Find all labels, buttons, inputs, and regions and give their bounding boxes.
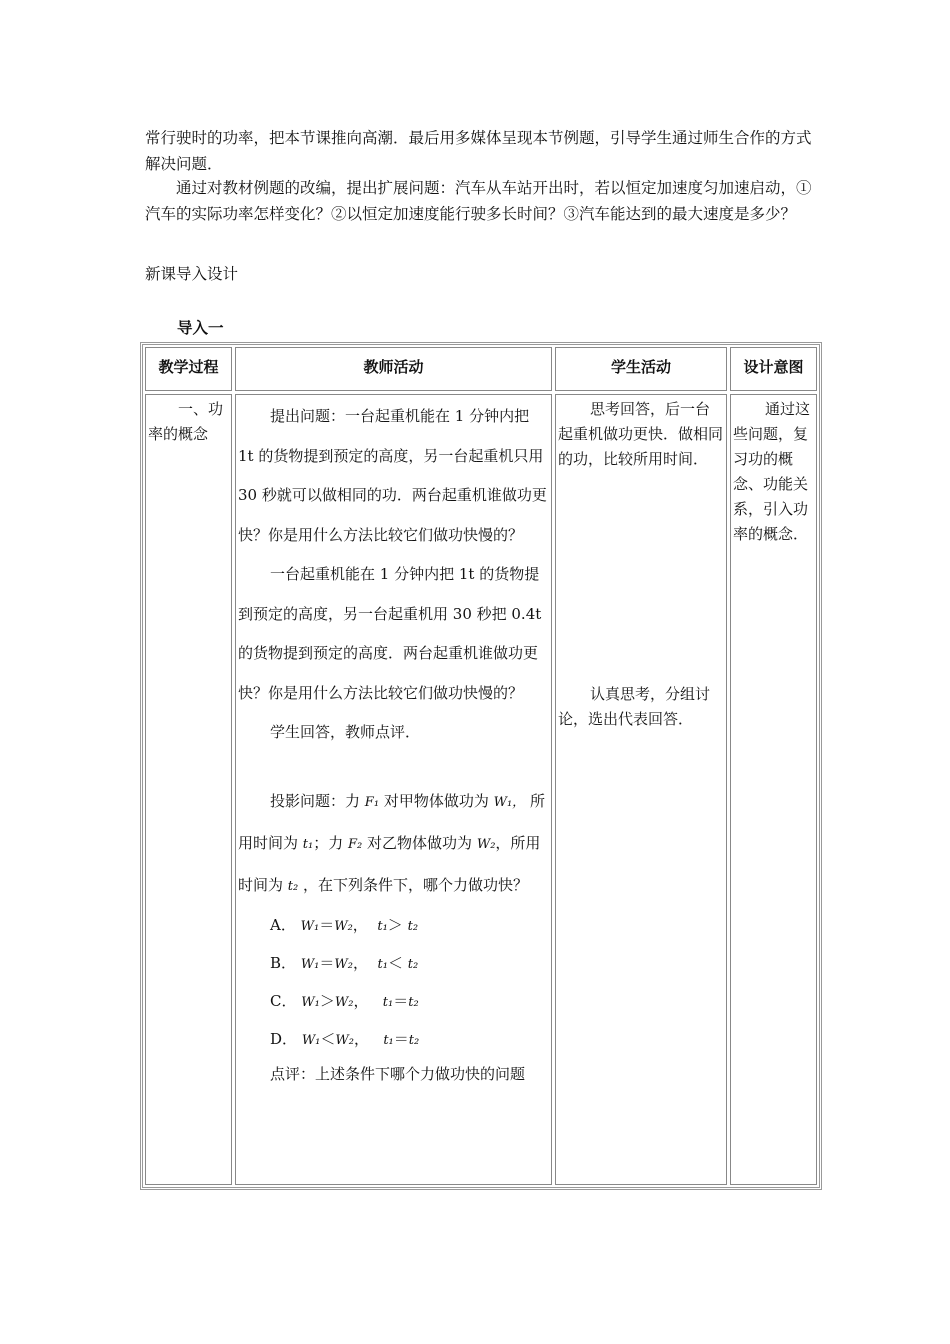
teacher-projection-question: 投影问题：力 F₁ 对甲物体做功为 W₁， 所用时间为 t₁；力 F₂ 对乙物体做功为 W₂，所用时间为 t₂ ，在下列条件下，哪个力做功快？ [238, 791, 545, 894]
section-heading: 新课导入设计 [145, 265, 239, 283]
header-teacher: 教师活动 [235, 347, 552, 391]
process-cell: 一、功率的概念 [145, 394, 232, 1185]
design-intent: 通过这些问题，复习功的概念、功能关系，引入功率的概念． [733, 400, 811, 543]
lesson-table [140, 342, 822, 1190]
subsection-heading: 导入一 [177, 319, 224, 337]
student-cell [555, 394, 727, 1185]
teacher-answer-note: 学生回答，教师点评． [270, 723, 421, 741]
option-b: B． W₁＝W₂， t₁＜ t₂ [270, 953, 419, 972]
teacher-cell [235, 394, 552, 1185]
option-a: A． W₁＝W₂， t₁＞ t₂ [270, 915, 419, 934]
teacher-question-1: 提出问题：一台起重机能在 1 分钟内把 1t 的货物提到预定的高度，另一台起重机只用 30 秒就可以做相同的功．两台起重机谁做功更快？你是用什么方法比较它们做功快慢的？ [238, 407, 547, 544]
student-response-1: 思考回答，后一台起重机做功更快．做相同的功，比较所用时间． [558, 400, 724, 468]
option-d: D． W₁＜W₂， t₁＝t₂ [270, 1029, 420, 1048]
design-cell [730, 394, 817, 1185]
teacher-question-2: 一台起重机能在 1 分钟内把 1t 的货物提到预定的高度，另一台起重机用 30 秒把 0.4t 的货物提到预定的高度．两台起重机谁做功更快？你是用什么方法比较它们做功快慢的？ [238, 565, 542, 702]
teacher-comment: 点评：上述条件下哪个力做功快的问题 [270, 1064, 526, 1083]
intro-paragraph-extension: 通过对教材例题的改编，提出扩展问题：汽车从车站开出时，若以恒定加速度匀加速启动，①汽车的实际功率怎样变化？②以恒定加速度能行驶多长时间？③汽车能达到的最大速度是多少？ [145, 179, 812, 223]
header-process: 教学过程 [145, 347, 232, 391]
header-student: 学生活动 [555, 347, 727, 391]
option-c: C． W₁＞W₂， t₁＝t₂ [270, 991, 419, 1010]
student-response-2: 认真思考，分组讨论，选出代表回答． [558, 685, 711, 728]
intro-paragraph-continued: 常行驶时的功率，把本节课推向高潮．最后用多媒体呈现本节例题，引导学生通过师生合作的方式解决问题． [145, 129, 812, 173]
header-design: 设计意图 [730, 347, 817, 391]
